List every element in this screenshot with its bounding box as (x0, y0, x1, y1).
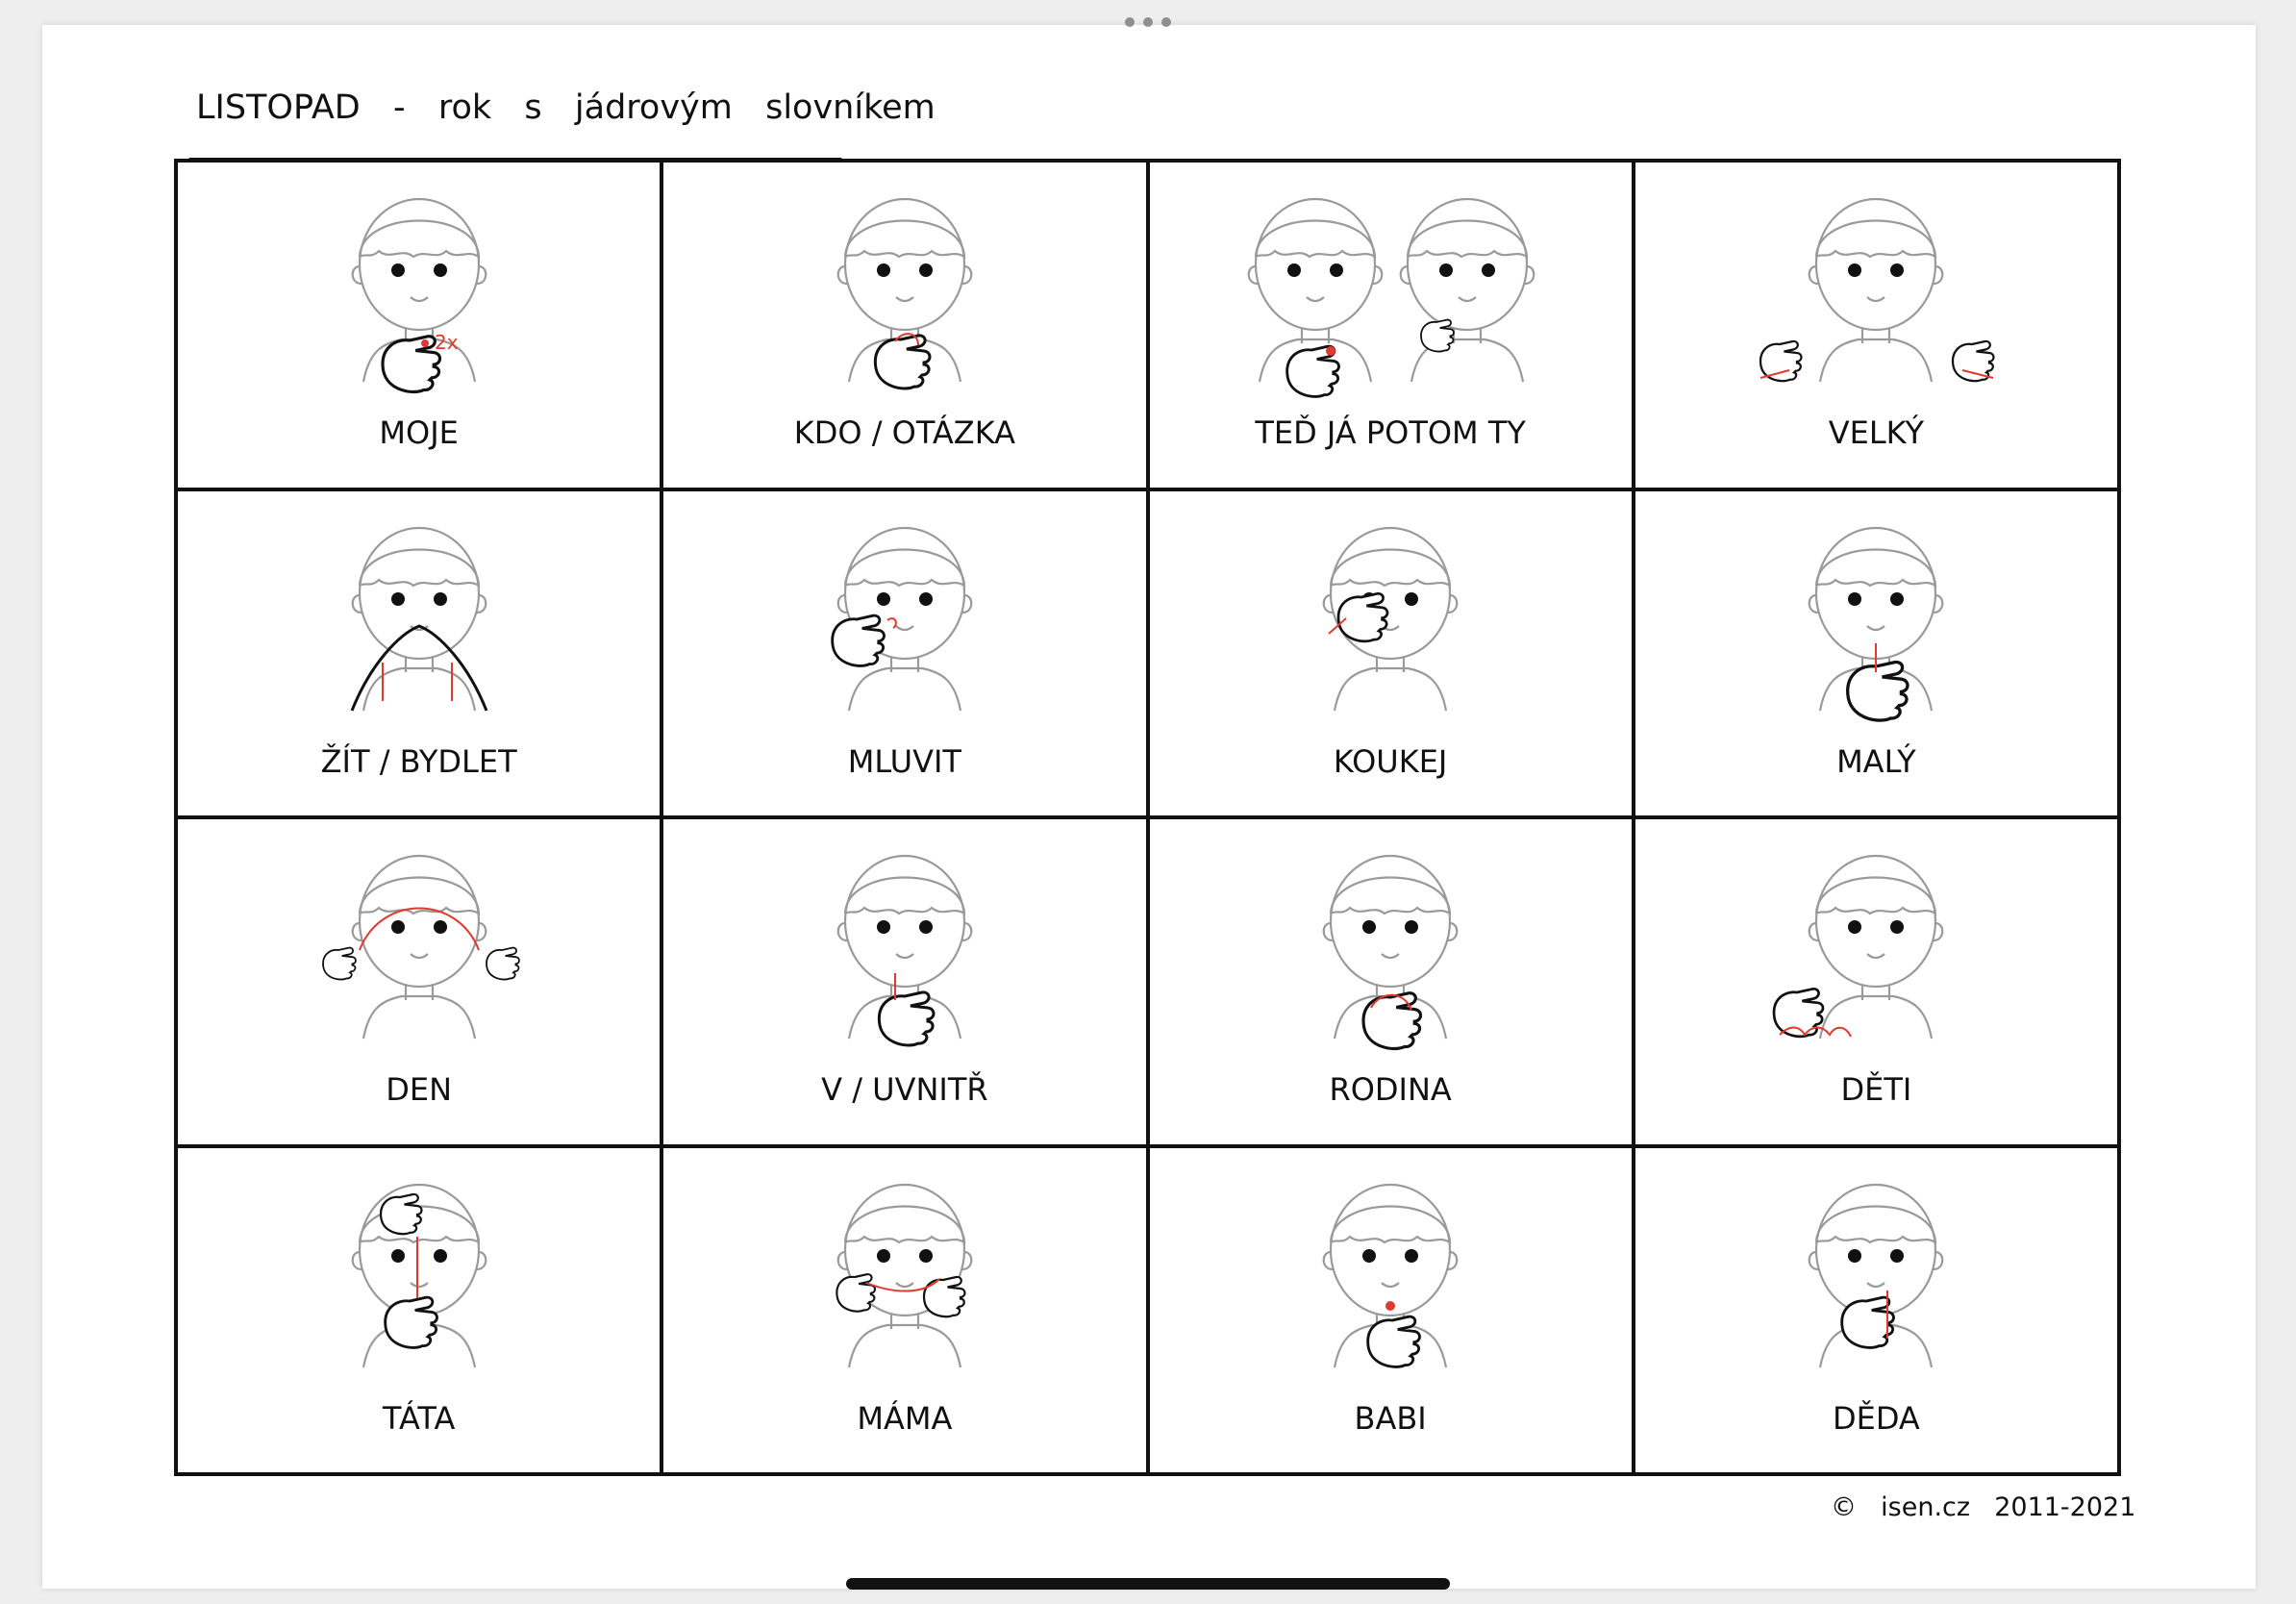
svg-text:2x: 2x (434, 331, 459, 354)
card-maly[interactable] (1635, 491, 2121, 820)
card-label: BABI (1354, 1399, 1427, 1437)
card-v-uvnitr[interactable] (663, 819, 1149, 1148)
kdo-otazka-sign-icon (741, 189, 1068, 401)
card-label: VELKÝ (1828, 414, 1925, 451)
card-den[interactable] (178, 819, 663, 1148)
card-kdo-otazka[interactable] (663, 163, 1149, 491)
deda-sign-icon (1712, 1175, 2039, 1387)
babi-sign-icon (1227, 1175, 1554, 1387)
card-label: KDO / OTÁZKA (793, 414, 1016, 451)
card-label: V / UVNITŘ (821, 1071, 988, 1108)
home-indicator[interactable] (846, 1578, 1450, 1590)
card-label: DĚDA (1832, 1399, 1920, 1437)
card-koukej[interactable] (1150, 491, 1635, 820)
card-label: ŽÍT / BYDLET (320, 742, 517, 780)
mama-sign-icon (741, 1175, 1068, 1387)
more-handle-icon[interactable] (1125, 16, 1171, 28)
koukej-sign-icon (1227, 518, 1554, 730)
copyright-footer: © isen.cz 2011-2021 (1831, 1492, 2136, 1522)
card-label: DEN (386, 1071, 453, 1108)
card-mluvit[interactable] (663, 491, 1149, 820)
card-label: KOUKEJ (1333, 742, 1448, 780)
card-deti[interactable] (1635, 819, 2121, 1148)
moje-sign-icon (256, 189, 583, 401)
tata-sign-icon (256, 1175, 583, 1387)
page-title: LISTOPAD - rok s jádrovým slovníkem (196, 88, 936, 127)
card-rodina[interactable] (1150, 819, 1635, 1148)
maly-sign-icon (1712, 518, 2039, 730)
card-label: TÁTA (382, 1399, 456, 1437)
v-uvnitr-sign-icon (741, 846, 1068, 1058)
sign-card-grid (174, 159, 2121, 1476)
card-moje[interactable] (178, 163, 663, 491)
card-label: RODINA (1329, 1071, 1452, 1108)
den-sign-icon (256, 846, 583, 1058)
card-deda[interactable] (1635, 1148, 2121, 1477)
mluvit-sign-icon (741, 518, 1068, 730)
card-label: MÁMA (857, 1399, 953, 1437)
card-mama[interactable] (663, 1148, 1149, 1477)
card-label: MOJE (379, 414, 459, 451)
card-label: DĚTI (1840, 1071, 1912, 1108)
card-label: MALÝ (1836, 742, 1916, 780)
card-babi[interactable] (1150, 1148, 1635, 1477)
card-label: TEĎ JÁ POTOM TY (1255, 414, 1526, 451)
ted-ja-potom-ty-sign-icon (1227, 189, 1554, 401)
card-velky[interactable] (1635, 163, 2121, 491)
card-zit-bydlet[interactable] (178, 491, 663, 820)
card-ted-ja-potom-ty[interactable] (1150, 163, 1635, 491)
card-tata[interactable] (178, 1148, 663, 1477)
deti-sign-icon (1712, 846, 2039, 1058)
rodina-sign-icon (1227, 846, 1554, 1058)
zit-bydlet-sign-icon (256, 518, 583, 730)
card-label: MLUVIT (847, 742, 961, 780)
velky-sign-icon (1712, 189, 2039, 401)
